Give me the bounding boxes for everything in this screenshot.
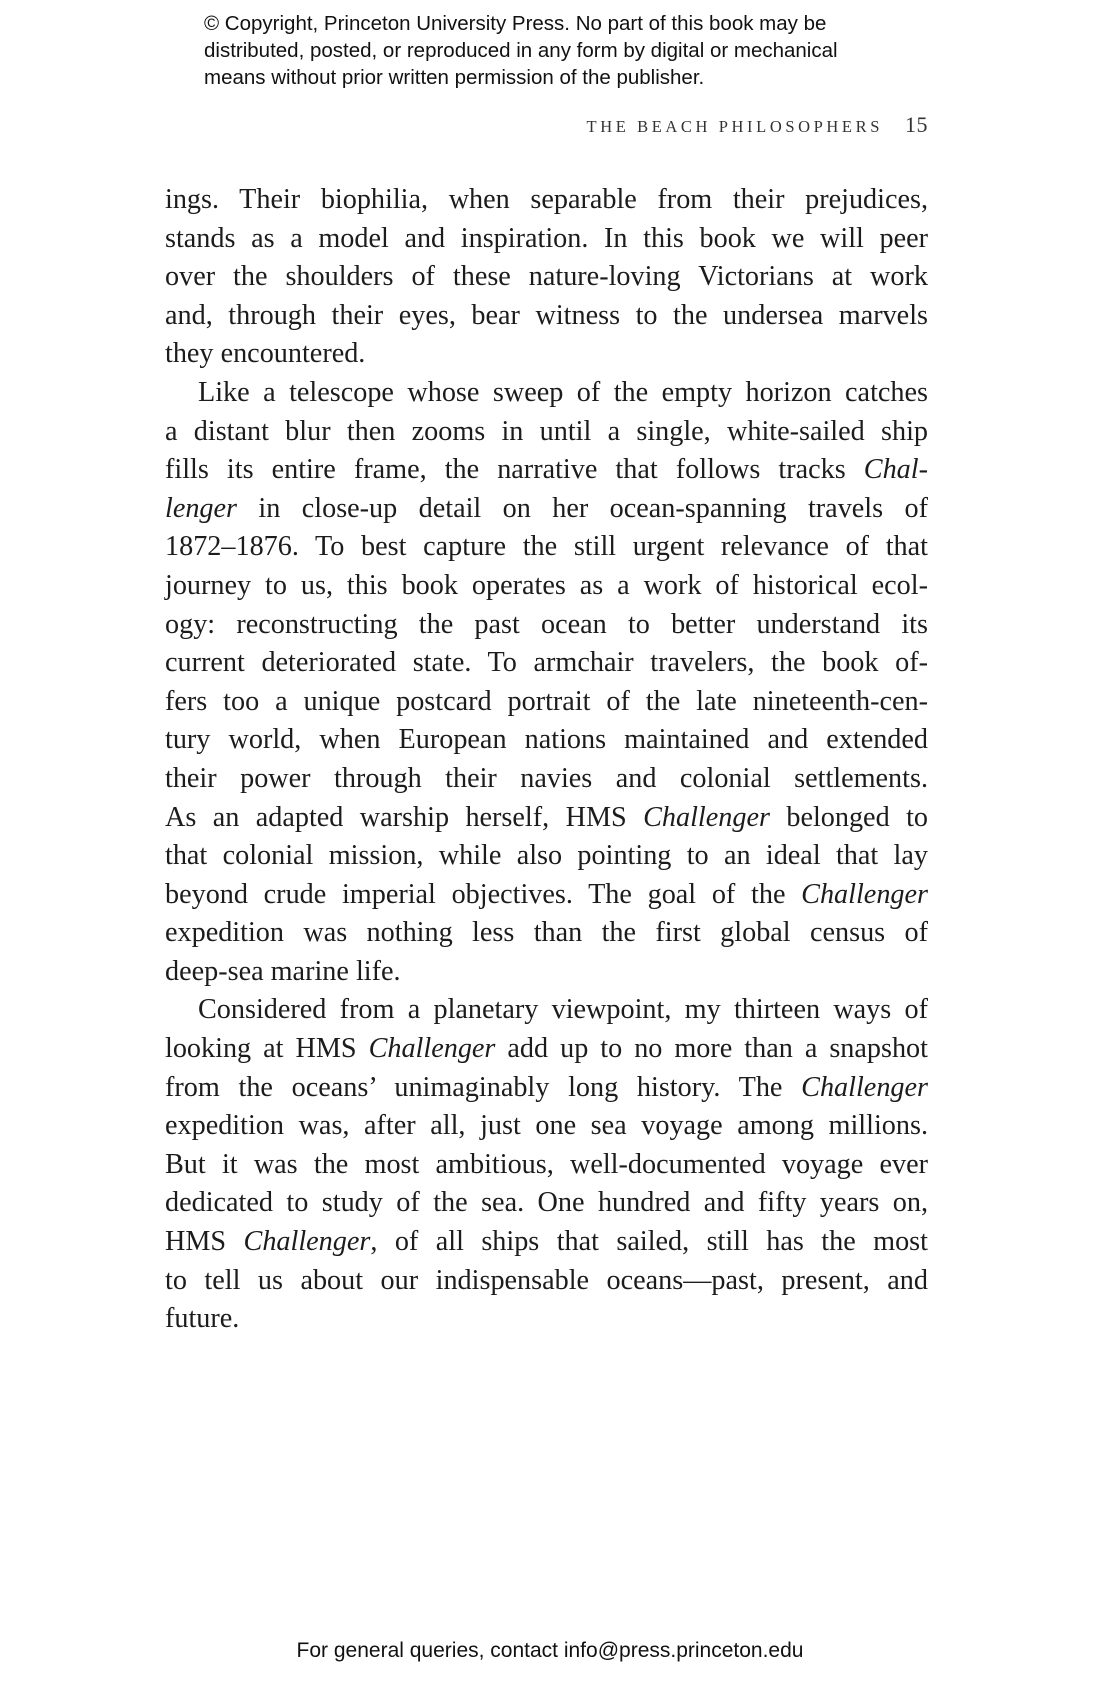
text-segment: As an adapted warship herself, HMS: [165, 801, 644, 833]
paragraph-2: [165, 374, 928, 992]
text-segment: looking at HMS: [165, 1033, 369, 1065]
italic-ship-name: Challenger: [368, 1033, 496, 1065]
text-segment: in close-up detail on her ocean-spanning travels of: [237, 492, 928, 524]
text-segment: add up to no more than a snapshot: [495, 1033, 928, 1065]
text-segment: from the oceans’ unimaginably long history. The: [165, 1071, 802, 1103]
text-line: future.: [165, 1303, 240, 1335]
text-line: [165, 1223, 928, 1262]
italic-ship-name: Challenger: [643, 801, 770, 833]
text-line: But it was the most ambitious, well-documented voyage ever: [165, 1148, 928, 1180]
copyright-line: © Copyright, Princeton University Press. No part of this book may be: [204, 12, 827, 35]
italic-ship-name: Challenger: [801, 1071, 928, 1103]
running-head: [510, 112, 928, 138]
text-line: their power through their navies and colonial settlements.: [165, 762, 928, 794]
text-line: 1872–1876. To best capture the still urgent relevance of that: [165, 531, 928, 563]
text-line: [165, 876, 928, 915]
italic-ship-name: Challenger: [801, 878, 928, 910]
footer-contact: For general queries, contact info@press.princeton.edu: [296, 1639, 804, 1662]
text-line: [165, 490, 928, 529]
copyright-notice: [204, 10, 924, 91]
text-line: [165, 1030, 928, 1069]
text-line: Considered from a planetary viewpoint, my thirteen ways of: [198, 994, 928, 1026]
italic-ship-name: lenger: [165, 492, 238, 524]
text-line: expedition was nothing less than the first global census of: [165, 917, 928, 949]
text-line: to tell us about our indispensable oceans—past, present, and: [165, 1264, 928, 1296]
text-line: that colonial mission, while also pointing to an ideal that lay: [165, 840, 928, 872]
body-text: [165, 181, 928, 1339]
text-line: [165, 799, 928, 838]
paragraph-1: [165, 181, 928, 374]
copyright-line: means without prior written permission of the publisher.: [204, 66, 705, 89]
copyright-line: distributed, posted, or reproduced in any form by digital or mechanical: [204, 39, 838, 62]
text-line: current deteriorated state. To armchair travelers, the book of-: [165, 647, 928, 679]
chapter-title: THE BEACH PHILOSOPHERS: [586, 117, 883, 136]
italic-ship-name: Challenger: [243, 1226, 371, 1258]
text-segment: beyond crude imperial objectives. The goal of the: [165, 878, 802, 910]
text-line: stands as a model and inspiration. In this book we will peer: [165, 222, 928, 254]
text-line: ogy: reconstructing the past ocean to better understand its: [165, 608, 928, 640]
text-line: over the shoulders of these nature-loving Victorians at work: [165, 261, 928, 293]
text-segment: HMS: [165, 1226, 244, 1258]
text-line: dedicated to study of the sea. One hundred and fifty years on,: [165, 1187, 928, 1219]
text-line: expedition was, after all, just one sea voyage among millions.: [165, 1110, 928, 1142]
text-segment: belonged to: [769, 801, 928, 833]
text-line: a distant blur then zooms in until a single, white-sailed ship: [165, 415, 928, 447]
text-line: ings. Their biophilia, when separable from their prejudices,: [165, 184, 928, 215]
italic-ship-name: Chal-: [863, 454, 928, 486]
paragraph-3: [165, 991, 928, 1338]
text-segment: , of all ships that sailed, still has the most: [370, 1226, 928, 1258]
text-segment: fills its entire frame, the narrative that follows tracks: [165, 454, 864, 486]
text-line: fers too a unique postcard portrait of the late nineteenth-cen-: [165, 685, 928, 717]
text-line: tury world, when European nations maintained and extended: [165, 724, 928, 756]
text-line: [165, 1069, 928, 1108]
text-line: Like a telescope whose sweep of the empty horizon catches: [198, 376, 928, 408]
text-line: they encountered.: [165, 338, 366, 370]
page-number: 15: [905, 112, 928, 137]
text-line: journey to us, this book operates as a work of historical ecol-: [165, 569, 928, 601]
text-line: deep-sea marine life.: [165, 955, 401, 987]
text-line: and, through their eyes, bear witness to the undersea marvels: [165, 299, 928, 331]
text-line: [165, 451, 928, 490]
